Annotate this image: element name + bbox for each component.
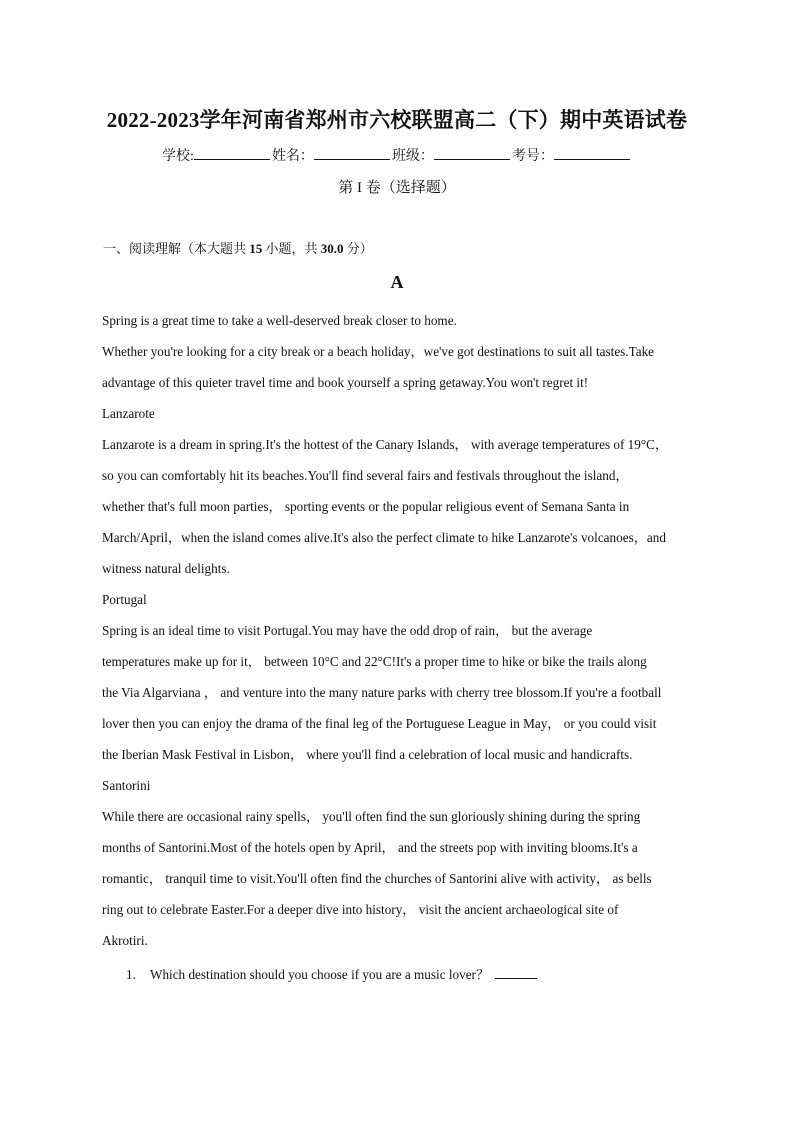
passage-line: Akrotiri. — [102, 933, 148, 948]
section-prefix: 一、阅读理解（本大题共 — [103, 241, 250, 256]
passage-subheading-portugal: Portugal — [102, 592, 147, 607]
passage-line: Whether you're looking for a city break or a beach holiday，we've got destinations to suit all tastes.Take — [102, 344, 655, 359]
passage-line: so you can comfortably hit its beaches.You'll find several fairs and festivals throughout the island， — [102, 468, 629, 483]
passage-line: the Iberian Mask Festival in Lisbon， where you'll find a celebration of local music and handicrafts. — [102, 747, 633, 762]
volume-title: 第 I 卷（选择题） — [338, 180, 456, 196]
section-score: 30.0 — [320, 241, 344, 256]
passage-line: temperatures make up for it， between 10°C and 22°C!It's a proper time to hike or bike the trails along — [102, 654, 647, 669]
passage-line: months of Santorini.Most of the hotels open by April， and the streets pop with inviting blooms.It's a — [102, 840, 638, 855]
passage-line: Spring is a great time to take a well-deserved break closer to home. — [102, 313, 457, 328]
passage-line: While there are occasional rainy spells， you'll often find the sun gloriously shining during the spring — [102, 809, 641, 824]
passage-line: Spring is an ideal time to visit Portugal.You may have the odd drop of rain， but the average — [102, 623, 593, 638]
class-label: 班级： — [391, 149, 434, 164]
class-blank[interactable] — [434, 147, 510, 160]
section-mid: 小题，共 — [262, 241, 321, 256]
question-1 — [126, 963, 706, 987]
question-text: Which destination should you choose if you are a music lover？ — [150, 967, 490, 982]
section-count: 15 — [249, 241, 263, 256]
passage-letter: A — [390, 272, 404, 292]
passage-line: whether that's full moon parties， sporting events or the popular religious event of Semana Santa in — [102, 499, 630, 514]
passage-line: advantage of this quieter travel time and book yourself a spring getaway.You won't regret it! — [102, 375, 589, 390]
school-blank[interactable] — [194, 147, 270, 160]
passage-line: lover then you can enjoy the drama of the final leg of the Portuguese League in May， or you could visit — [102, 716, 657, 731]
passage-subheading-santorini: Santorini — [102, 778, 151, 793]
passage-body — [102, 309, 702, 960]
passage-line: the Via Algarviana ， and venture into the many nature parks with cherry tree blossom.If you're a football — [102, 685, 662, 700]
exam-no-blank[interactable] — [554, 147, 630, 160]
question-number: 1. — [126, 967, 136, 982]
passage-line: ring out to celebrate Easter.For a deeper dive into history， visit the ancient archaeological site of — [102, 902, 619, 917]
exam-no-label: 考号： — [511, 149, 554, 164]
passage-line: March/April，when the island comes alive.It's also the perfect climate to hike Lanzarote's volcanoes，and — [102, 530, 666, 545]
name-blank[interactable] — [314, 147, 390, 160]
passage-line: Lanzarote is a dream in spring.It's the hottest of the Canary Islands， with average temperatures of 19°C， — [102, 437, 669, 452]
exam-title: 2022-2023学年河南省郑州市六校联盟高二（下）期中英语试卷 — [106, 108, 688, 132]
name-label: 姓名： — [271, 149, 314, 164]
section-suffix: 分） — [343, 241, 373, 256]
passage-line: romantic， tranquil time to visit.You'll often find the churches of Santorini alive with activity， as bells — [102, 871, 652, 886]
school-label: 学校: — [162, 149, 194, 164]
section-heading — [103, 238, 373, 257]
passage-line: witness natural delights. — [102, 561, 230, 576]
passage-subheading-lanzarote: Lanzarote — [102, 406, 155, 421]
answer-blank[interactable] — [495, 966, 537, 979]
student-info-line — [0, 145, 794, 165]
